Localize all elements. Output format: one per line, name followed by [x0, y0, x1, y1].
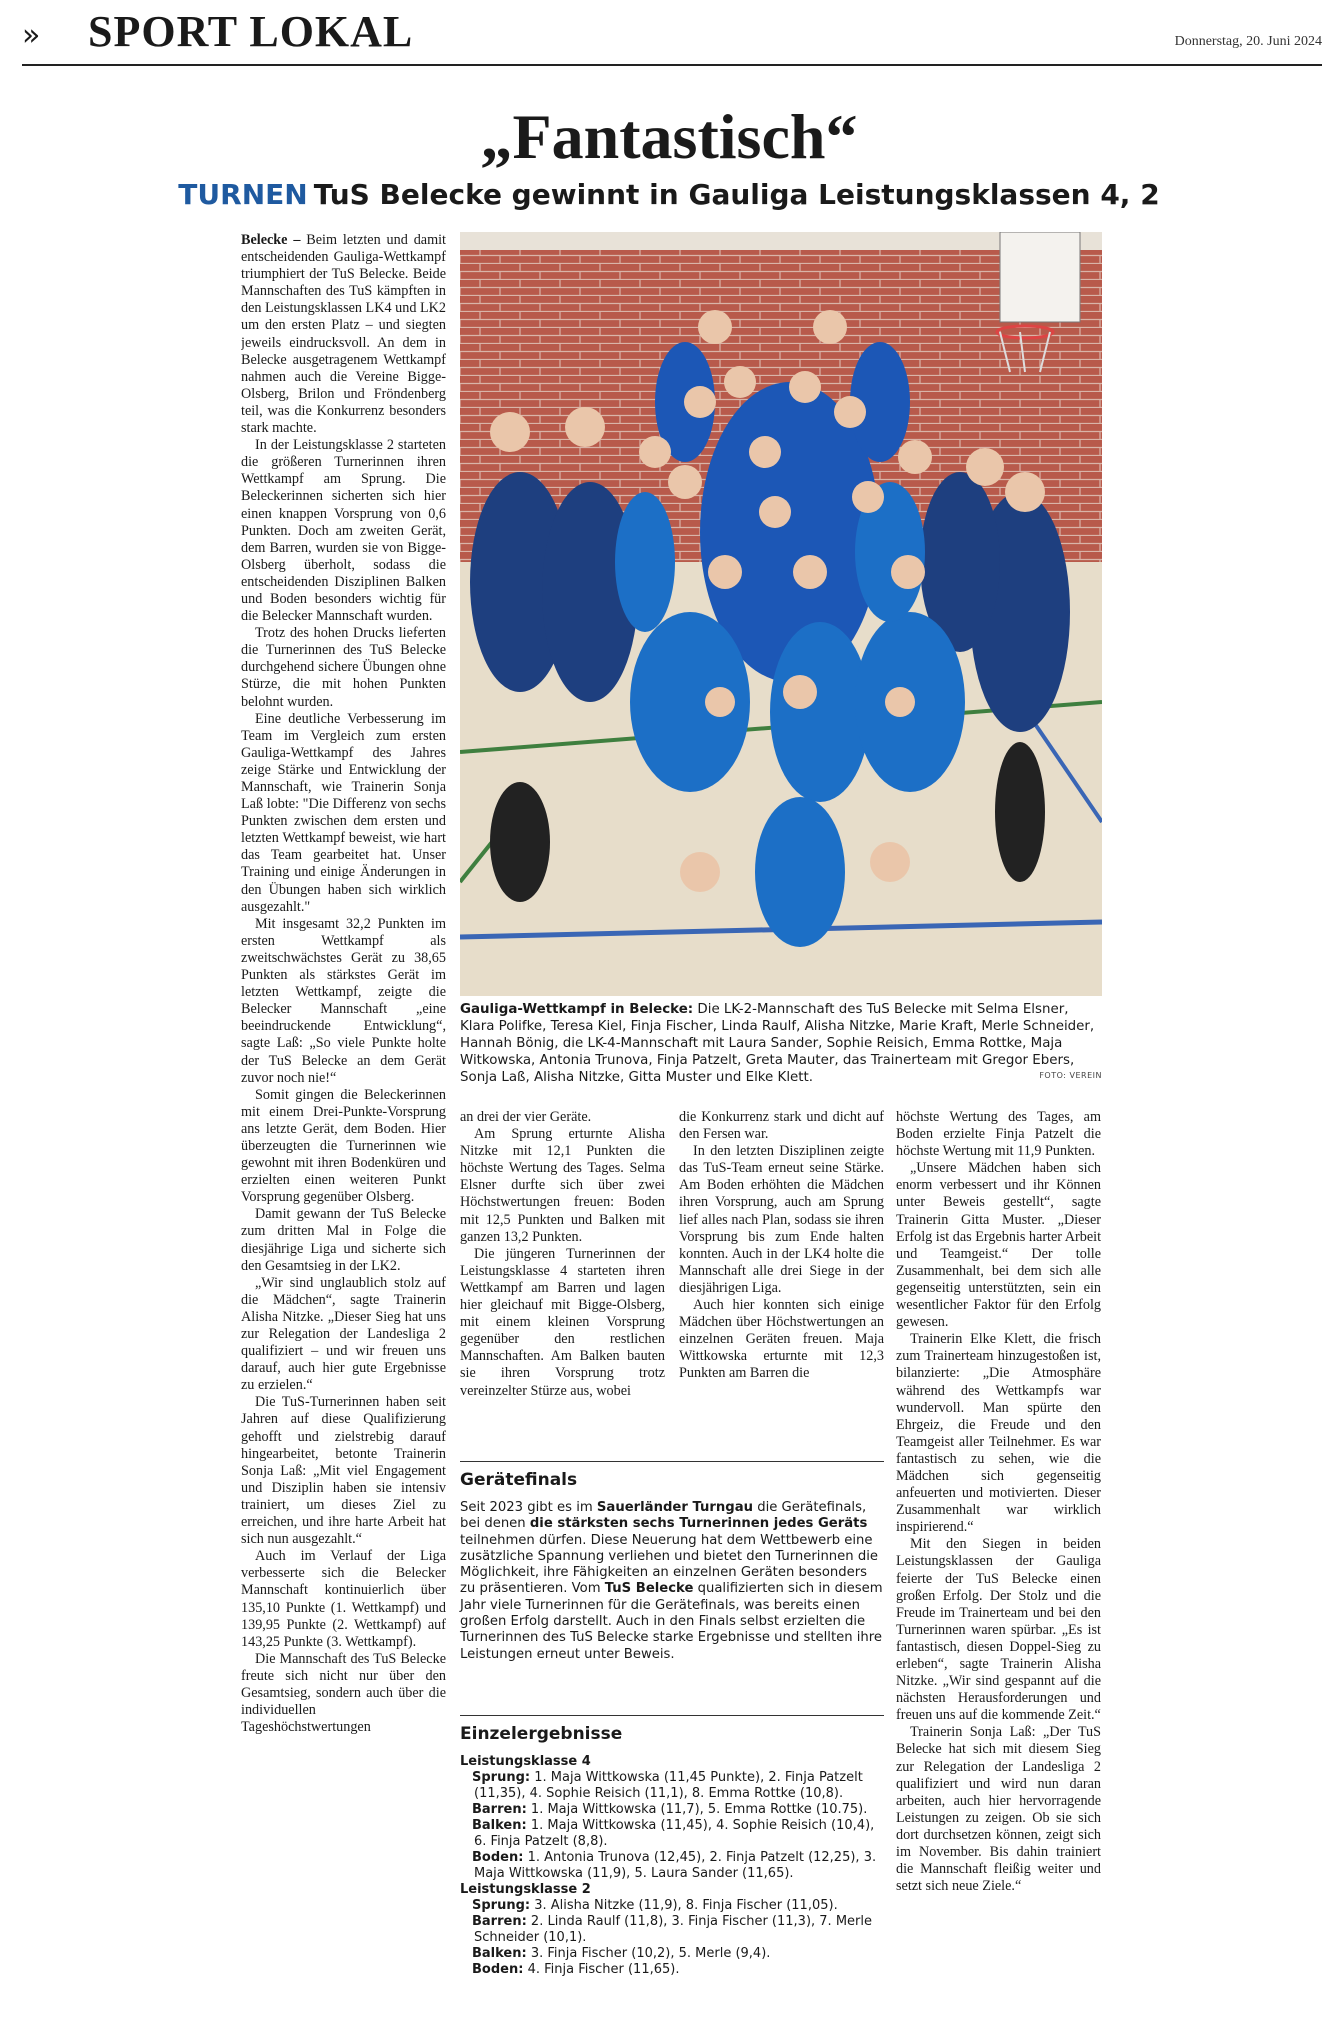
article-paragraph: an drei der vier Geräte.: [460, 1109, 592, 1125]
article-paragraph: Damit gewann der TuS Belecke zum dritten Mal in Folge die diesjährige Liga und sicherte sich den Gesamtsieg in der LK2.: [241, 1206, 446, 1274]
photo-credit: FOTO: VEREIN: [1039, 1071, 1102, 1080]
article-paragraph: „Wir sind unglaublich stolz auf die Mädchen“, sagte Trainerin Alisha Nitzke. „Dieser Sieg hat uns zur Relegation der Landesliga 2 qualifiziert – und wir freuen uns darauf, auch hier gute Ergebnisse zu erzielen.“: [241, 1274, 446, 1394]
result-line: Balken: 3. Finja Fischer (10,2), 5. Merle (9,4).: [472, 1946, 771, 1961]
article-paragraph: die Konkurrenz stark und dicht auf den Fersen war.: [679, 1109, 884, 1143]
article-paragraph: Mit den Siegen in beiden Leistungsklassen der Gauliga feierte der TuS Belecke einen großen Erfolg. Der Stolz und die Freude im Trainerteam und bei den Turnerinnen waren spürbar. „Es ist fantastisch, diesen Doppel-Sieg zu erleben“, sagte Trainerin Alisha Nitzke. „Wir sind gespannt auf die nächsten Herausforderungen und freuen uns auf die kommende Zeit.“: [896, 1536, 1101, 1724]
results-infobox: [460, 1715, 884, 1978]
team-photo: [460, 232, 1102, 996]
article-paragraph: Die jüngeren Turnerinnen der Leistungsklasse 4 starteten ihren Wettkampf am Barren und lagen hier gleichauf mit Bigge-Olsberg, mit einem kleinen Vorsprung gegenüber den restlichen Mannschaften. Am Balken bauten sie ihren Vorsprung trotz vereinzelter Stürze aus, wobei: [460, 1245, 665, 1399]
result-line: Barren: 2. Linda Raulf (11,8), 3. Finja Fischer (11,3), 7. Merle Schneider (10,1).: [472, 1914, 872, 1945]
article-paragraph: Am Sprung erturnte Alisha Nitzke mit 12,1 Punkten die höchste Wertung des Tages. Selma Elsner durfte sich über zwei Höchstwertungen freuen: Boden mit 12,5 Punkten und Balken mit ganzen 13,2 Punkten.: [460, 1126, 665, 1245]
gym-team-image: [460, 232, 1102, 996]
article-paragraph: Auch im Verlauf der Liga verbesserte sich die Belecker Mannschaft kontinuierlich über 135,10 Punkte (1. Wettkampf) und 139,95 Punkte (2. Wettkampf) auf 143,25 Punkte (3. Wettkampf).: [241, 1548, 446, 1650]
section-title: SPORT LOKAL: [88, 7, 414, 56]
result-line: Boden: 1. Antonia Trunova (12,45), 2. Finja Patzelt (12,25), 3. Maja Wittkowska (11,9), 5. Laura Sander (11,65).: [472, 1850, 877, 1881]
headline: „Fantastisch“: [480, 101, 858, 172]
divider: [460, 1461, 884, 1462]
chevron-icon: »: [22, 18, 41, 53]
result-line: Boden: 4. Finja Fischer (11,65).: [472, 1962, 680, 1977]
article-column-2: [460, 1109, 665, 1409]
result-line: Sprung: 1. Maja Wittkowska (11,45 Punkte), 2. Finja Patzelt (11,35), 4. Sophie Reisich (11,1), 8. Emma Rottke (10,8).: [472, 1770, 863, 1801]
subheadline: [0, 178, 1338, 211]
issue-date: Donnerstag, 20. Juni 2024: [1174, 34, 1322, 49]
article-paragraph: Mit insgesamt 32,2 Punkten im ersten Wettkampf als zweitschwächstes Gerät zu 38,65 Punkten als stärkstes Gerät im letzten Wettkampf, zeigte die Belecker Mannschaft „eine beeindruckende Entwicklung“, sagte Laß: „So viele Punkte holte der TuS Belecke an dem Gerät zuvor noch nie!“: [241, 915, 446, 1086]
article-paragraph: „Unsere Mädchen haben sich enorm verbessert und ihr Können unter Beweis gestellt“, sagte Trainerin Gitta Muster. „Dieser Erfolg ist das Ergebnis harter Arbeit und Teamgeist.“ Der tolle Zusammenhalt, bei dem sich alle gegenseitig unterstützten, sein ein wesentlicher Faktor für den Erfolg gewesen.: [896, 1160, 1101, 1331]
article-paragraph: Trainerin Elke Klett, die frisch zum Trainerteam hinzugestoßen ist, bilanzierte: „Die Atmosphäre während des Wettkampfs war wundervoll. Man spürte den Ehrgeiz, die Freude und den Teamgeist aller Teilnehmer. Es war fantastisch zu sehen, wie die Mädchen sich gegenseitig anfeuerten und motivierten. Dieser Zusammenhalt war wirklich inspirierend.“: [896, 1331, 1101, 1536]
photo-caption: [460, 1001, 1102, 1086]
masthead: [22, 4, 1322, 66]
article-paragraph: Trainerin Sonja Laß: „Der TuS Belecke hat sich mit diesem Sieg zur Relegation der Landesliga 2 qualifiziert und wird nun daran arbeiten, auch hier hervorragende Leistungen zu zeigen. Ob sie sich dort durchsetzen können, zeigt sich im November. Bis dahin trainiert die Mannschaft fleißig weiter und setzt sich neue Ziele.“: [896, 1724, 1101, 1895]
divider: [460, 1715, 884, 1716]
article-paragraph: Die Mannschaft des TuS Belecke freute sich nicht nur über den Gesamtsieg, sondern auch über die individuellen Tageshöchstwertungen: [241, 1650, 446, 1736]
article-column-1: [241, 232, 446, 2012]
article-column-3: [679, 1109, 884, 1449]
results-title: Einzelergebnisse: [460, 1724, 623, 1744]
caption-text: Die LK-2-Mannschaft des TuS Belecke mit Selma Elsner, Klara Polifke, Teresa Kiel, Finja Fischer, Linda Raulf, Alisha Nitzke, Marie Kraft, Merle Schneider, Hannah Bönig, die LK-4-Mannschaft mit Laura Sander, Sophie Reisich, Emma Rottke, Maja Witkowska, Antonia Trunova, Finja Patzelt, Greta Mauter, das Trainerteam mit Gregor Ebers, Sonja Laß, Alisha Nitzke, Gitta Muster und Elke Klett.: [460, 1002, 1095, 1085]
finals-text: Seit 2023 gibt es im Sauerländer Turngau die Gerätefinals, bei denen die stärksten sechs Turnerinnen jedes Geräts teilnehmen dürfen. Diese Neuerung hat dem Wettbewerb eine zusätzliche Spannung verliehen und bietet den Turnerinnen die Möglichkeit, ihre Fähigkeiten an einzelnen Geräten besonders zu präsentieren. Vom TuS Belecke qualifizierten sich in diesem Jahr viele Turnerinnen für die Gerätefinals, was bereits einen großen Erfolg darstellt. Auch in den Finals selbst erzielten die Turnerinnen des TuS Belecke starke Ergebnisse und stellten ihre Leistungen erneut unter Beweis.: [460, 1500, 883, 1662]
results-lk4-heading: Leistungsklasse 4: [460, 1754, 591, 1769]
article-paragraph: Trotz des hohen Drucks lieferten die Turnerinnen des TuS Belecke durchgehend sichere Übungen ohne Stürze, die mit hohen Punkten belohnt wurden.: [241, 625, 446, 710]
results-lk2-heading: Leistungsklasse 2: [460, 1882, 591, 1897]
kicker: TURNEN: [178, 178, 308, 211]
result-line: Barren: 1. Maja Wittkowska (11,7), 5. Emma Rottke (10.75).: [472, 1802, 868, 1817]
result-line: Sprung: 3. Alisha Nitzke (11,9), 8. Finja Fischer (11,05).: [472, 1898, 838, 1913]
article-paragraph: höchste Wertung des Tages, am Boden erzielte Finja Patzelt die höchste Wertung mit 11,9 Punkten.: [896, 1109, 1101, 1160]
article-paragraph: Eine deutliche Verbesserung im Team im Vergleich zum ersten Gauliga-Wettkampf des Jahres zeige Stärke und Entwicklung der Mannschaft, wie Trainerin Sonja Laß lobte: "Die Differenz von sechs Punkten zwischen dem ersten und letzten Wettkampf beweist, wie hart das Team gearbeitet hat. Unser Training und einige Änderungen in den Übungen haben sich wirklich ausgezahlt.": [241, 710, 446, 915]
article-paragraph: Auch hier konnten sich einige Mädchen über Höchstwertungen an einzelnen Geräten freuen. Maja Wittkowska erturnte mit 12,3 Punkten am Barren die: [679, 1297, 884, 1382]
article-paragraph: In der Leistungsklasse 2 starteten die größeren Turnerinnen ihren Wettkampf am Sprung. Die Beleckerinnen sicherten sich hier einen knappen Vorsprung von 0,6 Punkten. Doch am zweiten Gerät, dem Barren, wurden sie von Bigge-Olsberg überholt, sodass die entscheidenden Disziplinen Balken und Boden besonders wichtig für die Belecker Mannschaft wurden.: [241, 437, 446, 625]
caption-lead: Gauliga-Wettkampf in Belecke:: [460, 1002, 694, 1017]
article-paragraph: Belecke – Beim letzten und damit entscheidenden Gauliga-Wettkampf triumphiert der TuS Belecke. Beide Mannschaften des TuS kämpften in den Leistungsklassen LK4 und LK2 um den ersten Platz – und siegten jeweils eindrucksvoll. An dem in Belecke ausgetragenem Wettkampf nahmen auch die Vereine Bigge-Olsberg, Brilon und Fröndenberg teil, was die Konkurrenz besonders stark machte.: [241, 232, 446, 437]
result-line: Balken: 1. Maja Wittkowska (11,45), 4. Sophie Reisich (10,4), 6. Finja Patzelt (8,8).: [472, 1818, 875, 1849]
subheadline-text: TuS Belecke gewinnt in Gauliga Leistungsklassen 4, 2: [313, 178, 1160, 211]
article-paragraph: Somit gingen die Beleckerinnen mit einem Drei-Punkte-Vorsprung ans letzte Gerät, dem Boden. Hier überzeugten die Turnerinnen wie gewohnt mit ihren Bodenküren und erzielten einen weiteren Punkt Vorsprung gegenüber Olsberg.: [241, 1086, 446, 1206]
finals-infobox: [460, 1461, 884, 1663]
article-paragraph: Die TuS-Turnerinnen haben seit Jahren auf diese Qualifizierung gehofft und zielstrebig darauf hingearbeitet, betonte Trainerin Sonja Laß: „Mit viel Engagement und Disziplin haben sie intensiv trainiert, um dieses Ziel zu erreichen, und ihre harte Arbeit hat sich nun ausgezahlt.“: [241, 1394, 446, 1548]
article-paragraph: In den letzten Disziplinen zeigte das TuS-Team erneut seine Stärke. Am Boden erhöhten die Mädchen ihren Vorsprung, auch am Sprung lief alles nach Plan, sodass sie ihren Vorsprung bis zum Ende halten konnten. Auch in der LK4 holte die Mannschaft alle drei Siege in der diesjährigen Liga.: [679, 1143, 884, 1296]
article-column-4: [896, 1109, 1101, 2009]
dateline: Belecke –: [241, 232, 301, 248]
finals-title: Gerätefinals: [460, 1470, 578, 1490]
